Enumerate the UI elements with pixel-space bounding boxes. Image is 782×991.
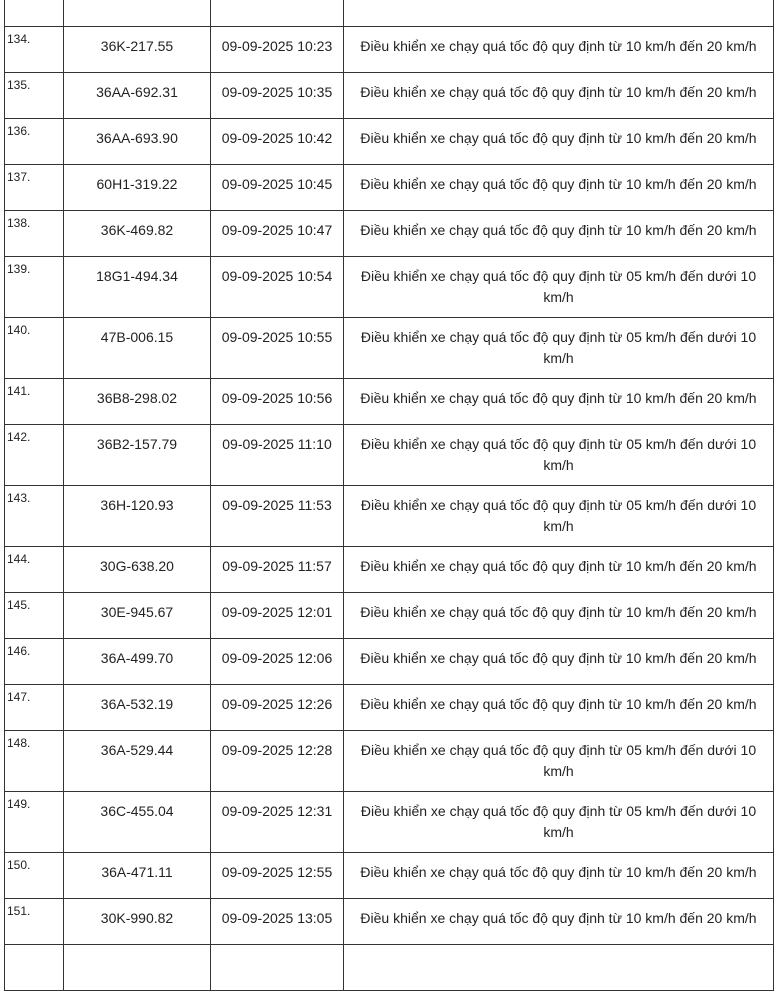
violation-time: 09-09-2025 10:42	[211, 119, 344, 165]
table-row	[5, 27, 774, 73]
table-row	[5, 899, 774, 945]
license-plate: 36A-471.11	[64, 853, 211, 899]
violation-description: Điều khiển xe chạy quá tốc độ quy định từ 10 km/h đến 20 km/h	[344, 73, 774, 119]
violation-time	[211, 945, 344, 991]
violation-description: Điều khiển xe chạy quá tốc độ quy định từ 10 km/h đến 20 km/h	[344, 593, 774, 639]
table-row	[5, 318, 774, 379]
violation-description: Điều khiển xe chạy quá tốc độ quy định từ 10 km/h đến 20 km/h	[344, 685, 774, 731]
violation-time: 09-09-2025 10:23	[211, 27, 344, 73]
row-number: 146.	[5, 639, 64, 685]
violation-description	[344, 0, 774, 27]
violation-time: 09-09-2025 10:47	[211, 211, 344, 257]
row-number	[5, 945, 64, 991]
row-number: 151.	[5, 899, 64, 945]
row-number: 147.	[5, 685, 64, 731]
table-row	[5, 165, 774, 211]
license-plate: 30E-945.67	[64, 593, 211, 639]
row-number: 150.	[5, 853, 64, 899]
violation-description: Điều khiển xe chạy quá tốc độ quy định từ 10 km/h đến 20 km/h	[344, 211, 774, 257]
violation-time: 09-09-2025 12:26	[211, 685, 344, 731]
violation-time: 09-09-2025 11:53	[211, 486, 344, 547]
row-number: 138.	[5, 211, 64, 257]
table-row	[5, 593, 774, 639]
license-plate: 36A-532.19	[64, 685, 211, 731]
table-row	[5, 486, 774, 547]
row-number	[5, 0, 64, 27]
table-row	[5, 685, 774, 731]
violation-time: 09-09-2025 12:28	[211, 731, 344, 792]
license-plate	[64, 0, 211, 27]
license-plate: 36A-529.44	[64, 731, 211, 792]
license-plate: 36K-217.55	[64, 27, 211, 73]
row-number: 136.	[5, 119, 64, 165]
table-row	[5, 639, 774, 685]
row-number: 143.	[5, 486, 64, 547]
table-row	[5, 547, 774, 593]
license-plate: 36AA-693.90	[64, 119, 211, 165]
license-plate: 30G-638.20	[64, 547, 211, 593]
violation-time: 09-09-2025 10:55	[211, 318, 344, 379]
license-plate	[64, 945, 211, 991]
license-plate: 47B-006.15	[64, 318, 211, 379]
violation-time: 09-09-2025 12:31	[211, 792, 344, 853]
license-plate: 60H1-319.22	[64, 165, 211, 211]
license-plate: 18G1-494.34	[64, 257, 211, 318]
row-number: 144.	[5, 547, 64, 593]
violation-time	[211, 0, 344, 27]
row-number: 141.	[5, 379, 64, 425]
table-row	[5, 211, 774, 257]
table-row	[5, 257, 774, 318]
table-row	[5, 379, 774, 425]
violation-time: 09-09-2025 11:57	[211, 547, 344, 593]
violation-description: Điều khiển xe chạy quá tốc độ quy định từ 10 km/h đến 20 km/h	[344, 899, 774, 945]
violation-description: Điều khiển xe chạy quá tốc độ quy định từ 05 km/h đến dưới 10 km/h	[344, 486, 774, 547]
license-plate: 36AA-692.31	[64, 73, 211, 119]
violation-time: 09-09-2025 10:56	[211, 379, 344, 425]
violation-time: 09-09-2025 10:54	[211, 257, 344, 318]
violation-description: Điều khiển xe chạy quá tốc độ quy định từ 05 km/h đến dưới 10 km/h	[344, 731, 774, 792]
violation-description	[344, 945, 774, 991]
row-number: 140.	[5, 318, 64, 379]
violation-time: 09-09-2025 12:55	[211, 853, 344, 899]
license-plate: 36H-120.93	[64, 486, 211, 547]
violation-description: Điều khiển xe chạy quá tốc độ quy định từ 10 km/h đến 20 km/h	[344, 119, 774, 165]
violation-description: Điều khiển xe chạy quá tốc độ quy định từ 10 km/h đến 20 km/h	[344, 547, 774, 593]
violation-description: Điều khiển xe chạy quá tốc độ quy định từ 10 km/h đến 20 km/h	[344, 853, 774, 899]
violation-time: 09-09-2025 10:35	[211, 73, 344, 119]
violation-description: Điều khiển xe chạy quá tốc độ quy định từ 05 km/h đến dưới 10 km/h	[344, 257, 774, 318]
violation-description: Điều khiển xe chạy quá tốc độ quy định từ 10 km/h đến 20 km/h	[344, 165, 774, 211]
table-row	[5, 119, 774, 165]
violation-description: Điều khiển xe chạy quá tốc độ quy định từ 05 km/h đến dưới 10 km/h	[344, 792, 774, 853]
table-row	[5, 0, 774, 27]
row-number: 145.	[5, 593, 64, 639]
license-plate: 36K-469.82	[64, 211, 211, 257]
row-number: 139.	[5, 257, 64, 318]
table-row	[5, 945, 774, 991]
table-row	[5, 73, 774, 119]
violation-time: 09-09-2025 12:06	[211, 639, 344, 685]
row-number: 142.	[5, 425, 64, 486]
license-plate: 36A-499.70	[64, 639, 211, 685]
violation-time: 09-09-2025 10:45	[211, 165, 344, 211]
license-plate: 36C-455.04	[64, 792, 211, 853]
table-row	[5, 425, 774, 486]
violation-description: Điều khiển xe chạy quá tốc độ quy định từ 10 km/h đến 20 km/h	[344, 379, 774, 425]
row-number: 137.	[5, 165, 64, 211]
violation-description: Điều khiển xe chạy quá tốc độ quy định từ 10 km/h đến 20 km/h	[344, 639, 774, 685]
table-row	[5, 731, 774, 792]
violation-description: Điều khiển xe chạy quá tốc độ quy định từ 05 km/h đến dưới 10 km/h	[344, 318, 774, 379]
violation-description: Điều khiển xe chạy quá tốc độ quy định từ 05 km/h đến dưới 10 km/h	[344, 425, 774, 486]
table-row	[5, 792, 774, 853]
license-plate: 36B2-157.79	[64, 425, 211, 486]
row-number: 148.	[5, 731, 64, 792]
violations-table-container	[4, 0, 774, 991]
license-plate: 30K-990.82	[64, 899, 211, 945]
license-plate: 36B8-298.02	[64, 379, 211, 425]
row-number: 135.	[5, 73, 64, 119]
row-number: 149.	[5, 792, 64, 853]
row-number: 134.	[5, 27, 64, 73]
violation-time: 09-09-2025 13:05	[211, 899, 344, 945]
violation-time: 09-09-2025 11:10	[211, 425, 344, 486]
violation-time: 09-09-2025 12:01	[211, 593, 344, 639]
violation-description: Điều khiển xe chạy quá tốc độ quy định từ 10 km/h đến 20 km/h	[344, 27, 774, 73]
violations-table	[4, 0, 774, 991]
table-row	[5, 853, 774, 899]
